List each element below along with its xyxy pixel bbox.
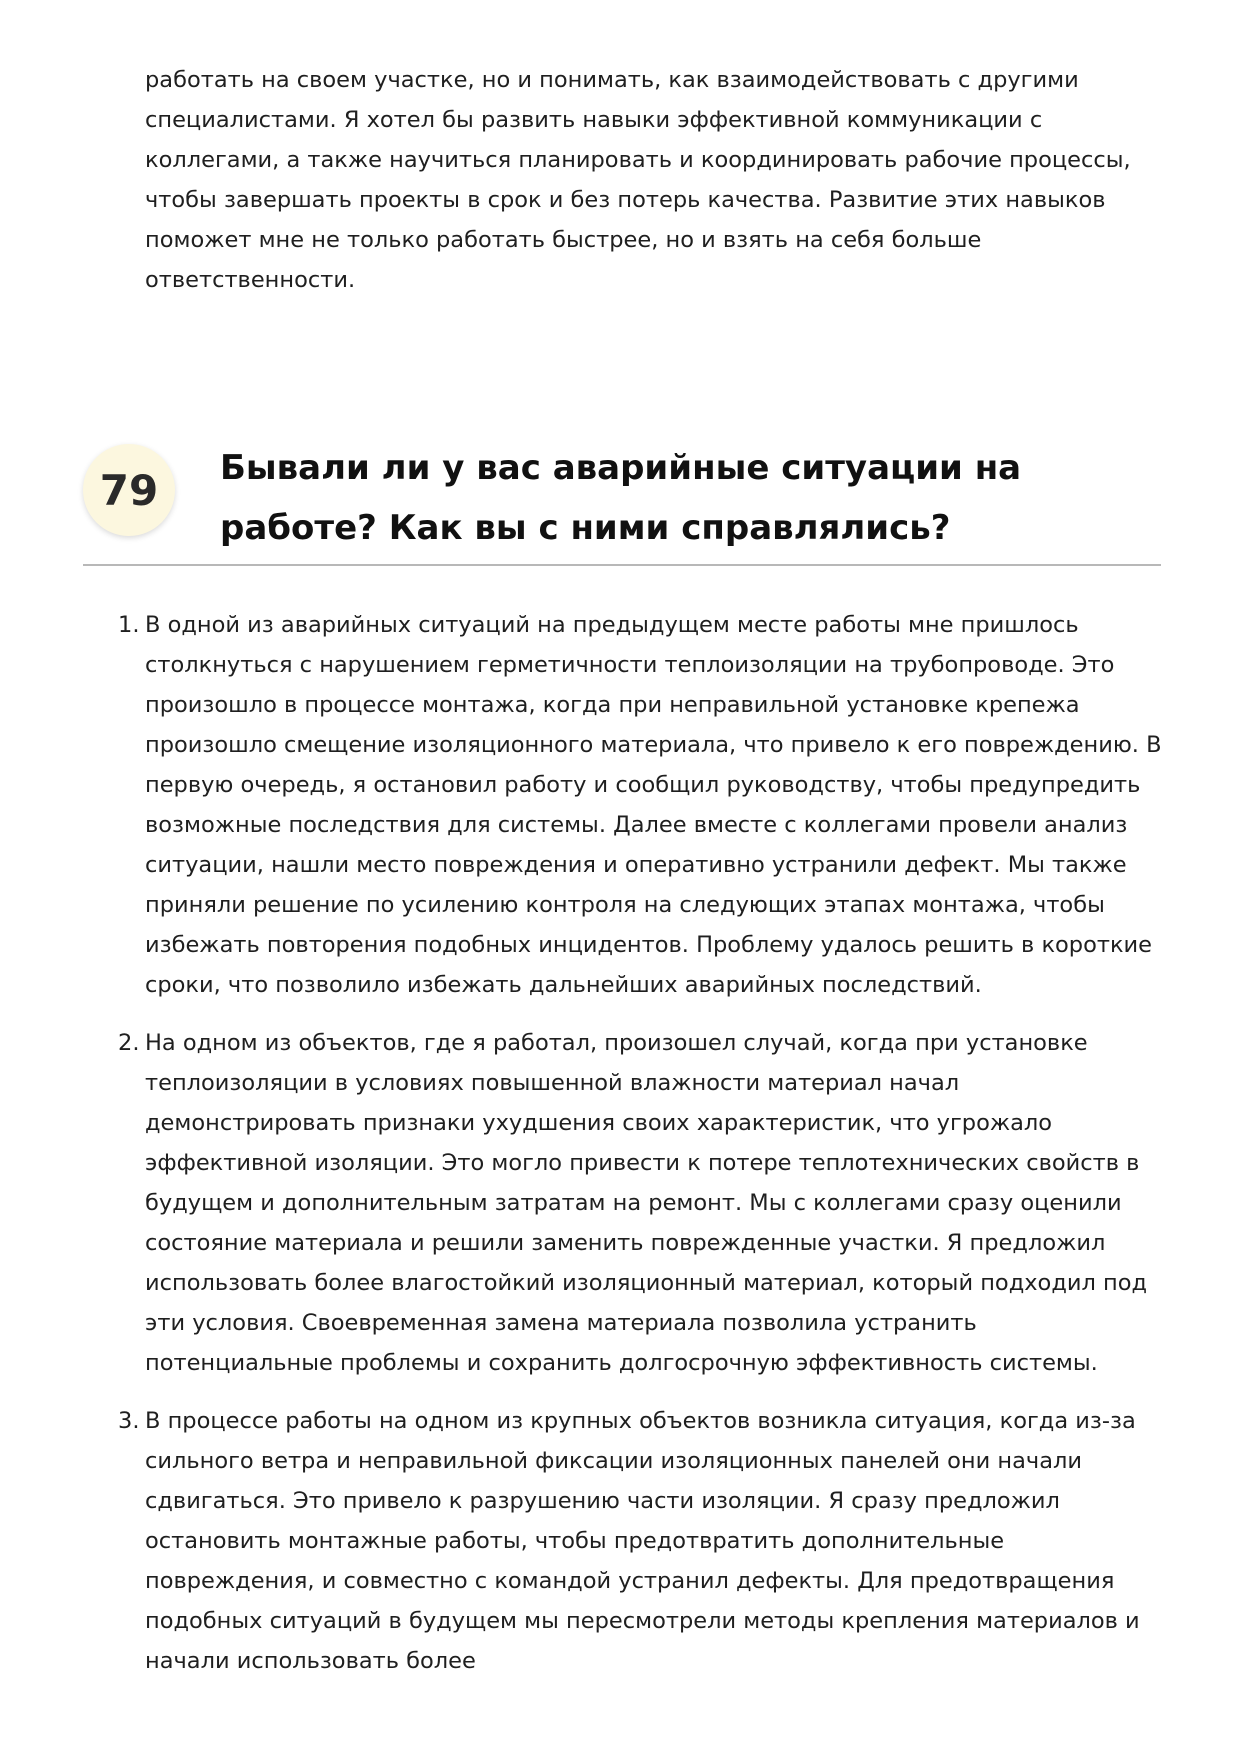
- question-header: [83, 430, 1161, 566]
- answer-list: [118, 605, 1165, 1699]
- question-title: Бывали ли у вас аварийные ситуации на работе? Как вы с ними справлялись?: [220, 448, 1022, 548]
- answer-text: В процессе работы на одном из крупных объектов возникла ситуация, когда из-за сильного ветра и неправильной фиксации изоляционных панелей они начали сдвигаться. Это привело к разрушению части изоляции. Я сразу предложил остановить монтажные работы, чтобы предотвратить дополнительные повреждения, и совместно с командой устранил дефекты. Для предотвращения подобных ситуаций в будущем мы пересмотрели методы крепления материалов и начали использовать более: [145, 1408, 1140, 1674]
- answer-text: В одной из аварийных ситуаций на предыдущем месте работы мне пришлось столкнуться с нарушением герметичности теплоизоляции на трубопроводе. Это произошло в процессе монтажа, когда при неправильной установке крепежа произошло смещение изоляционного материала, что привело к его повреждению. В первую очередь, я остановил работу и сообщил руководству, чтобы предупредить возможные последствия для системы. Далее вместе с коллегами провели анализ ситуации, нашли место повреждения и оперативно устранили дефект. Мы также приняли решение по усилению контроля на следующих этапах монтажа, чтобы избежать повторения подобных инцидентов. Проблему удалось решить в короткие сроки, что позволило избежать дальнейших аварийных последствий.: [145, 612, 1162, 998]
- answer-number: 2.: [118, 1030, 140, 1056]
- answer-text: На одном из объектов, где я работал, произошел случай, когда при установке теплоизоляции в условиях повышенной влажности материал начал демонстрировать признаки ухудшения своих характеристик, что угрожало эффективной изоляции. Это могло привести к потере теплотехнических свойств в будущем и дополнительным затратам на ремонт. Мы с коллегами сразу оценили состояние материала и решили заменить поврежденные участки. Я предложил использовать более влагостойкий изоляционный материал, который подходил под эти условия. Своевременная замена материала позволила устранить потенциальные проблемы и сохранить долгосрочную эффективность системы.: [145, 1030, 1148, 1376]
- answer-number: 3.: [118, 1408, 140, 1434]
- question-number-badge: 79: [83, 444, 175, 536]
- answer-number: 1.: [118, 612, 140, 638]
- answer-item: [118, 1401, 1165, 1681]
- answer-item: [118, 1023, 1165, 1383]
- intro-paragraph: работать на своем участке, но и понимать, как взаимодействовать с другими специалистами. Я хотел бы развить навыки эффективной коммуникации с коллегами, а также научиться планировать и координировать рабочие процессы, чтобы завершать проекты в срок и без потерь качества. Развитие этих навыков поможет мне не только работать быстрее, но и взять на себя больше ответственности.: [145, 67, 1131, 293]
- answer-item: [118, 605, 1165, 1005]
